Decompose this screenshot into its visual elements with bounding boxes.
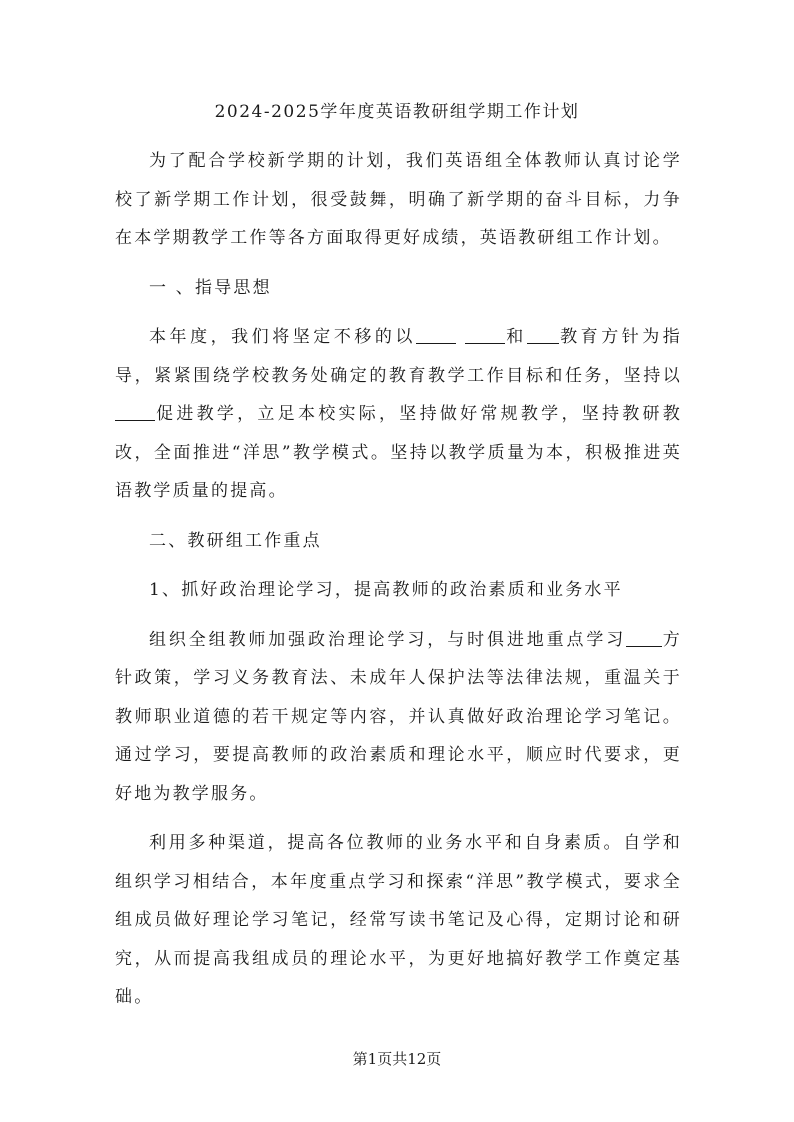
item-heading-political-study: 1、抓好政治理论学习，提高教师的政治素质和业务水平	[149, 580, 623, 600]
intro-paragraph: 为了配合学校新学期的计划，我们英语组全体教师认真讨论学校了新学期工作计划，很受鼓舞，明确了新学期的奋斗目标，力争在本学期教学工作等各方面取得更好成绩，英语教研组工作计划。	[115, 151, 682, 248]
page-number: 第1页共12页	[352, 1050, 442, 1068]
fill-in-blank	[465, 323, 505, 344]
guiding-thought-text-4: 促进教学，立足本校实际，坚持做好常规教学，坚持教研教改，全面推进“洋思”教学模式。坚持以教学质量为本，积极推进英语教学质量的提高。	[115, 404, 682, 501]
professional-growth-paragraph: 利用多种渠道，提高各位教师的业务水平和自身素质。自学和组织学习相结合，本年度重点学习和探索“洋思”教学模式，要求全组成员做好理论学习笔记，经常写读书笔记及心得，定期讨论和研究，从而提高我组成员的理论水平，为更好地搞好教学工作奠定基础。	[115, 833, 682, 1007]
guiding-thought-text-1: 本年度，我们将坚定不移的以	[149, 327, 416, 347]
section-heading-guiding-thought: 一 、指导思想	[149, 277, 272, 298]
document-body	[115, 142, 682, 1017]
fill-in-blank	[416, 323, 456, 344]
fill-in-blank	[626, 626, 662, 647]
political-study-paragraph	[115, 621, 682, 814]
guiding-thought-text-3: 教育方针为指导，紧紧围绕学校教务处确定的教育教学工作目标和任务，坚持以	[115, 327, 683, 386]
political-study-text-1: 组织全组教师加强政治理论学习，与时俱进地重点学习	[149, 629, 627, 650]
guiding-thought-text-2: 和	[504, 327, 527, 347]
section-heading-work-focus: 二、教研组工作重点	[149, 530, 322, 551]
guiding-thought-paragraph	[115, 318, 682, 511]
fill-in-blank	[115, 400, 155, 421]
fill-in-blank	[527, 323, 559, 344]
political-study-text-2: 方针政策，学习义务教育法、未成年人保护法等法律法规，重温关于教师职业道德的若干规定等内容，并认真做好政治理论学习笔记。通过学习，要提高教师的政治素质和理论水平，顺应时代要求，更好地为教学服务。	[115, 629, 682, 804]
document-title: 2024-2025学年度英语教研组学期工作计划	[214, 102, 580, 122]
